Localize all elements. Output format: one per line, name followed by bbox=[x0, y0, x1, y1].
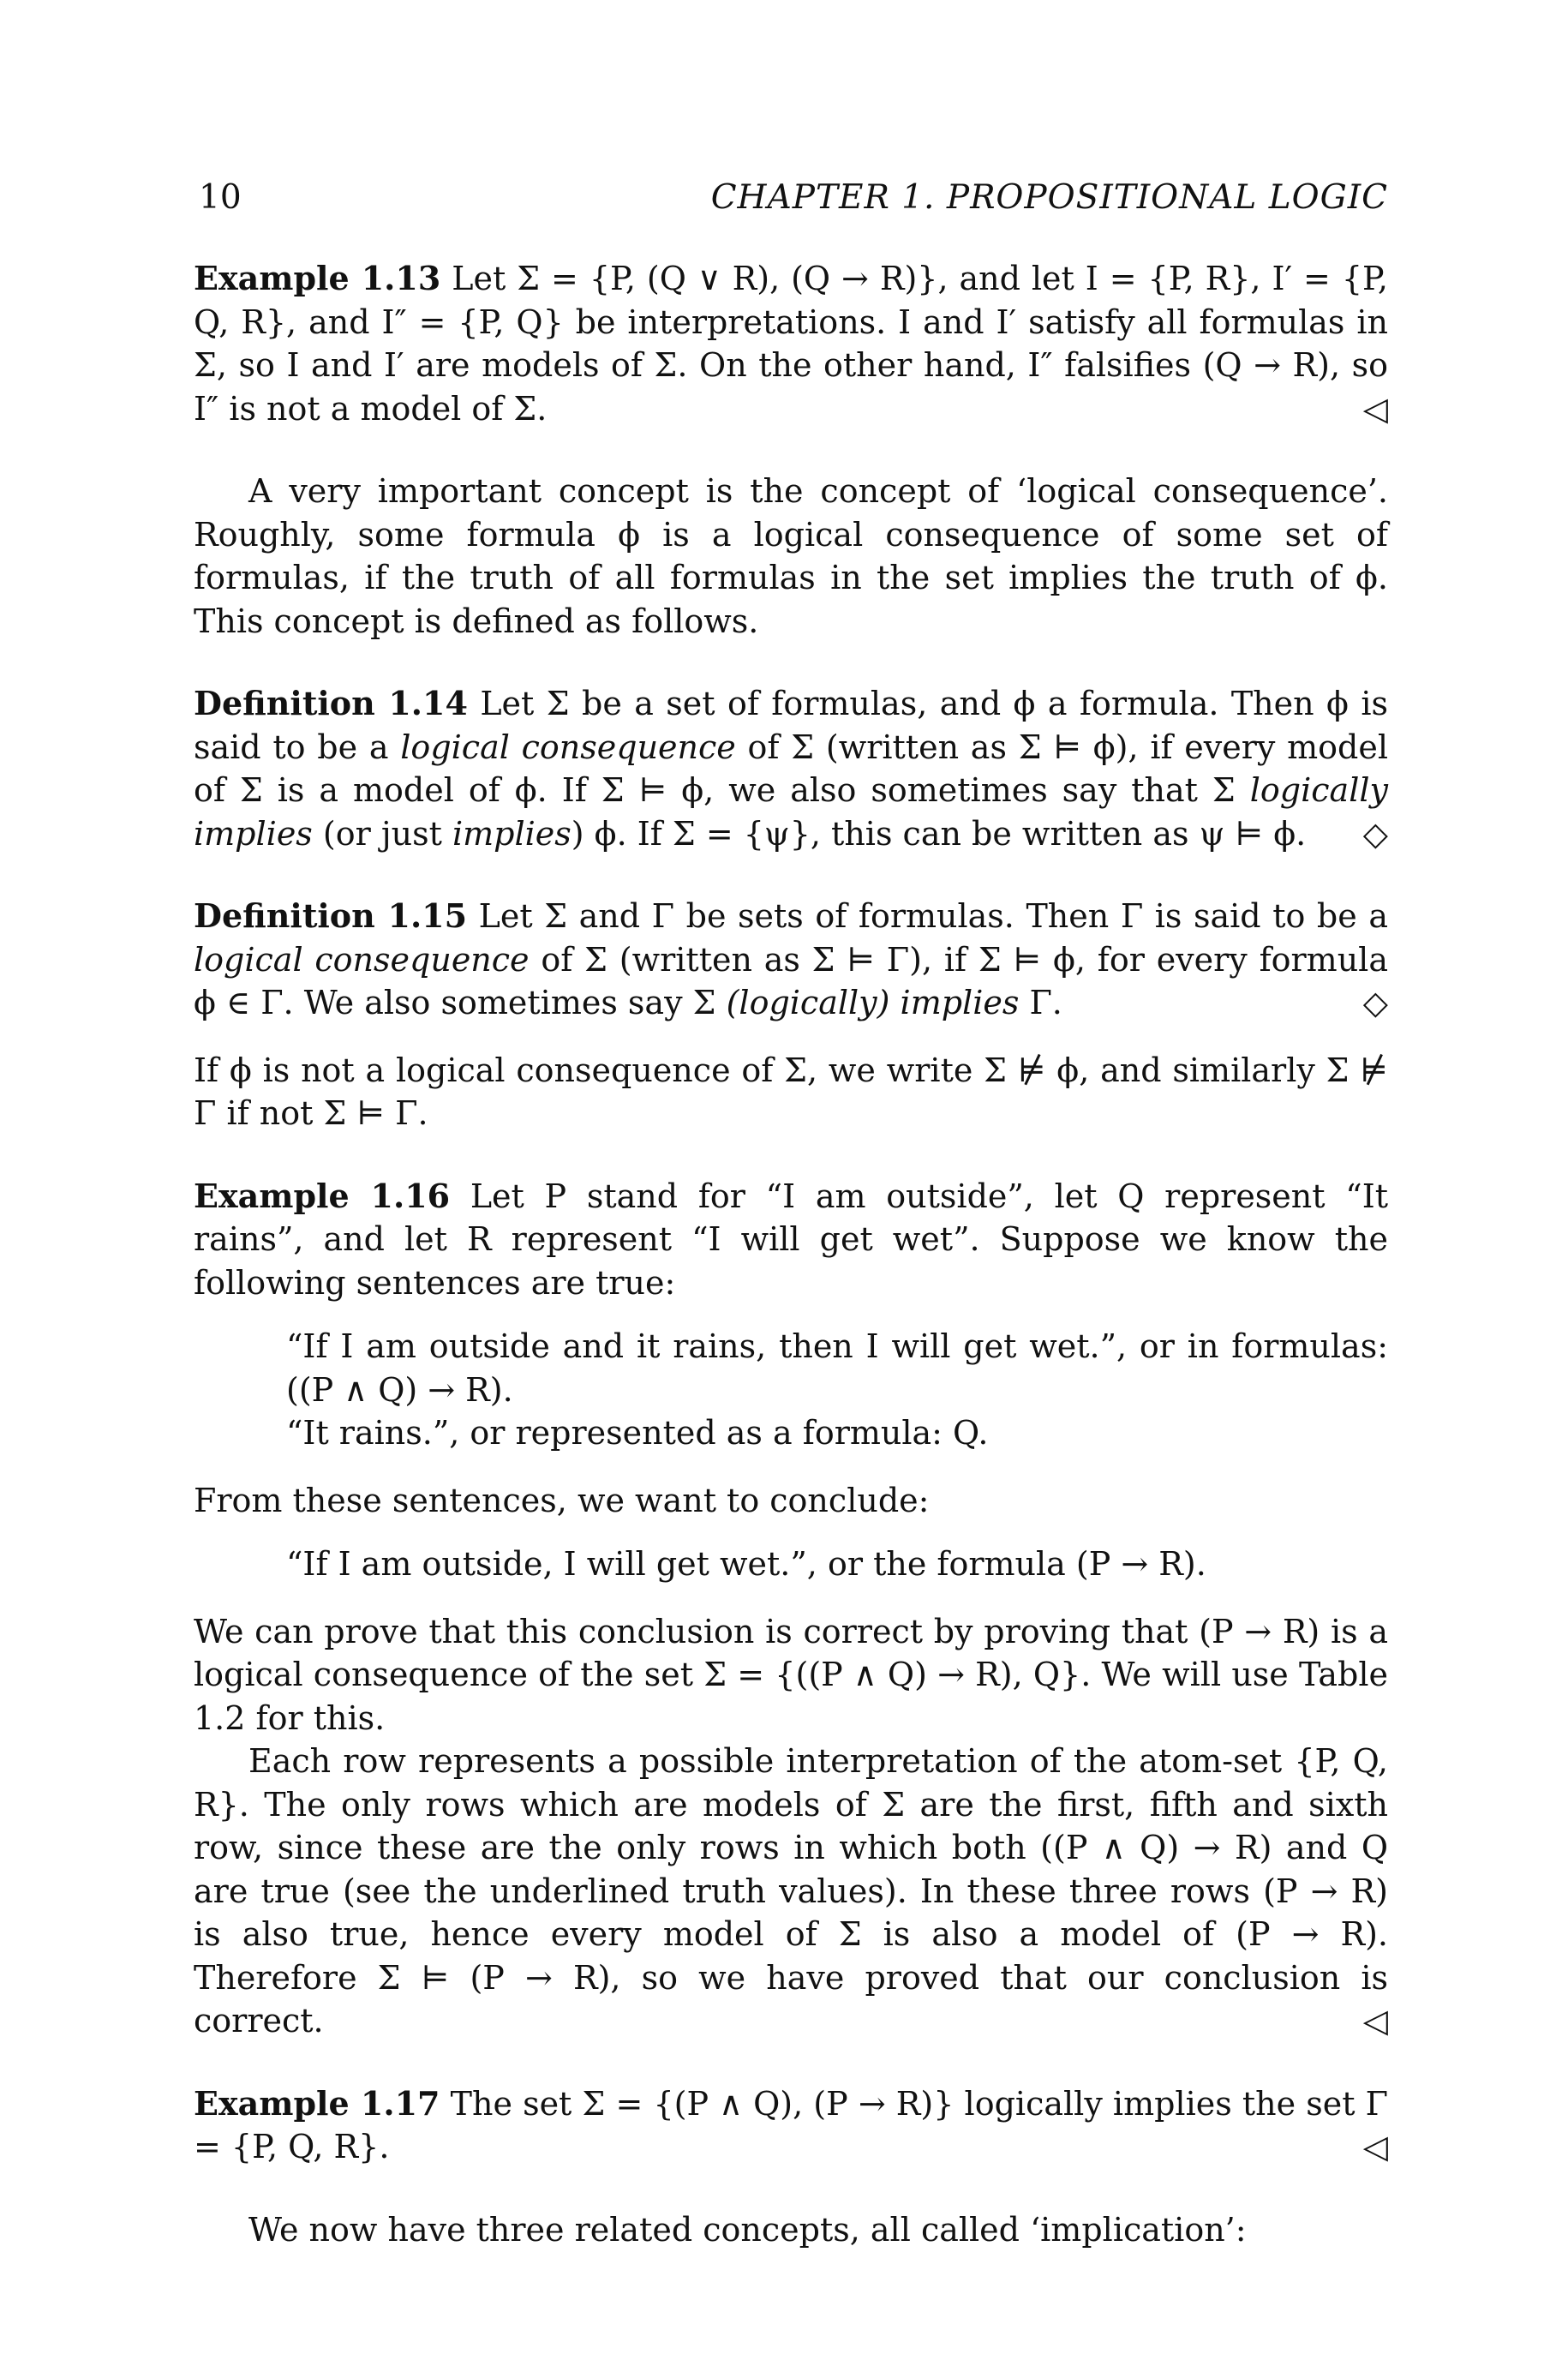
page-header bbox=[199, 178, 1388, 230]
end-of-example-marker: ◁ bbox=[1362, 389, 1388, 428]
definition-term: logically implies bbox=[194, 771, 1388, 853]
example-label: Example 1.17 bbox=[194, 2083, 440, 2123]
definition-term: implies bbox=[452, 814, 572, 853]
definition-text: of Σ (written as Σ ⊨ ϕ), if every model of Σ is a model of ϕ. If Σ ⊨ ϕ, we also sometimes say that Σ bbox=[194, 728, 1388, 809]
end-of-definition-marker: ◇ bbox=[1362, 814, 1388, 853]
quoted-sentence: “It rains.”, or represented as a formula: Q. bbox=[286, 1414, 989, 1452]
definition-term: logical consequence bbox=[194, 940, 530, 979]
quoted-sentence: “If I am outside, I will get wet.”, or the formula (P → R). bbox=[286, 1545, 1206, 1583]
definition-1-15 bbox=[194, 895, 1388, 1025]
paragraph-text: Each row represents a possible interpretation of the atom-set {P, Q, R}. The only rows which are models of Σ are the first, fifth and sixth row, since these are the only rows in which both ((P ∧ Q) → R) and Q are true (see the underlined truth values). In these three rows (P → R) is also true, hence every model of Σ is also a model of (P → R). Therefore Σ ⊨ (P → R), so we have proved that our conclusion is correct. bbox=[194, 1742, 1388, 2040]
paragraph-three-concepts: We now have three related concepts, all called ‘implication’: bbox=[248, 2210, 1247, 2249]
definition-text: Γ. bbox=[1019, 984, 1062, 1021]
paragraph-logical-consequence: A very important concept is the concept of ‘logical consequence’. Roughly, some formula ϕ is a logical consequence of some set of formulas, if the truth of all formulas in the set implies the truth of ϕ. This concept is defined as follows. bbox=[194, 472, 1388, 640]
paragraph: From these sentences, we want to conclude: bbox=[194, 1481, 930, 1519]
definition-text: of Σ (written as Σ ⊨ Γ), if Σ ⊨ ϕ, for every formula ϕ ∈ Γ. We also sometimes say Σ bbox=[194, 940, 1388, 1021]
paragraph-not-consequence: If ϕ is not a logical consequence of Σ, we write Σ ⊭ ϕ, and similarly Σ ⊭ Γ if not Σ ⊨ Γ. bbox=[194, 1051, 1388, 1132]
definition-1-14 bbox=[194, 682, 1388, 855]
example-text: Let Σ = {P, (Q ∨ R), (Q → R)}, and let I = {P, R}, I′ = {P, Q, R}, and I″ = {P, Q} be interpretations. I and I′ satisfy all formulas in Σ, so I and I′ are models of Σ. On the other hand, I″ falsifies (Q → R), so I″ is not a model of Σ. bbox=[194, 260, 1388, 428]
end-of-definition-marker: ◇ bbox=[1362, 984, 1388, 1021]
page-number: 10 bbox=[199, 178, 242, 217]
example-text: The set Σ = {(P ∧ Q), (P → R)} logically implies the set Γ = {P, Q, R}. bbox=[194, 2084, 1388, 2165]
example-label: Example 1.16 bbox=[194, 1176, 451, 1215]
end-of-example-marker: ◁ bbox=[1362, 2128, 1388, 2165]
page-body bbox=[194, 257, 1388, 2251]
definition-text: Let Σ be a set of formulas, and ϕ a formula. Then ϕ is said to be a bbox=[194, 685, 1388, 766]
example-1-13 bbox=[194, 257, 1388, 430]
definition-text: ) ϕ. If Σ = {ψ}, this can be written as ψ ⊨ ϕ. bbox=[571, 814, 1307, 853]
definition-text: Let Σ and Γ be sets of formulas. Then Γ is said to be a bbox=[467, 897, 1388, 935]
definition-label: Definition 1.15 bbox=[194, 896, 468, 935]
example-1-16 bbox=[194, 1175, 1388, 1305]
paragraph: We can prove that this conclusion is correct by proving that (P → R) is a logical consequence of the set Σ = {((P ∧ Q) → R), Q}. We will use Table 1.2 for this. bbox=[194, 1612, 1388, 1737]
definition-label: Definition 1.14 bbox=[194, 684, 468, 722]
example-text: Let P stand for “I am outside”, let Q represent “It rains”, and let R represent “I will get wet”. Suppose we know the following sentences are true: bbox=[194, 1177, 1388, 1302]
end-of-example-marker: ◁ bbox=[1362, 2002, 1388, 2040]
chapter-title: CHAPTER 1. PROPOSITIONAL LOGIC bbox=[710, 178, 1388, 217]
example-label: Example 1.13 bbox=[194, 259, 441, 297]
example-1-17 bbox=[194, 2082, 1388, 2169]
definition-term: logical consequence bbox=[400, 728, 736, 766]
definition-term: (logically) implies bbox=[726, 984, 1020, 1021]
definition-text: (or just bbox=[312, 814, 452, 853]
paragraph bbox=[194, 1740, 1388, 2043]
quoted-sentence: “If I am outside and it rains, then I will get wet.”, or in formulas: ((P ∧ Q) → R). bbox=[286, 1327, 1388, 1409]
